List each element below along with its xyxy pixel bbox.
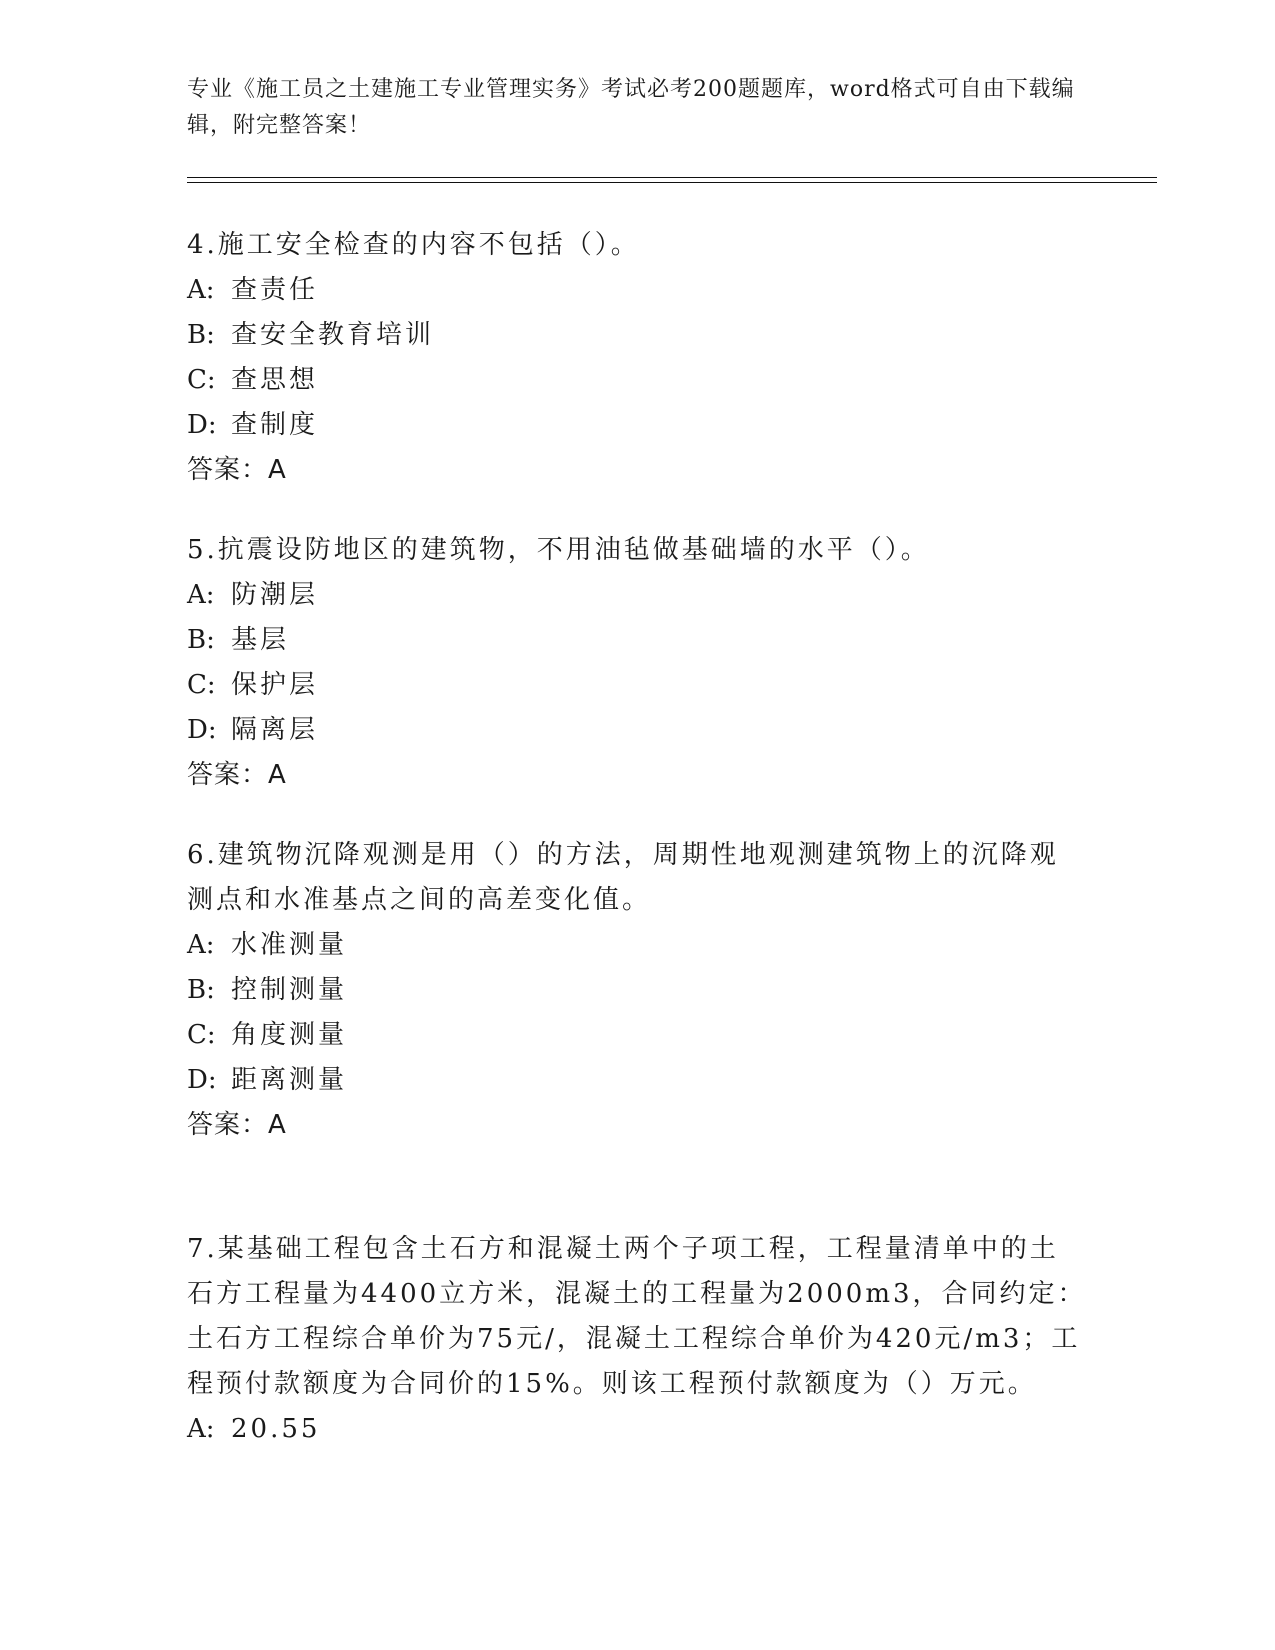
option-a: [187, 1407, 1087, 1452]
option-text: 保护层: [231, 670, 319, 700]
answer-line: 答案：A: [187, 1110, 287, 1140]
option-text: 查安全教育培训: [231, 320, 435, 350]
option-text: 查思想: [231, 365, 319, 395]
option-text: 20.55: [231, 1414, 321, 1444]
answer-line: 答案：A: [187, 455, 287, 485]
option-letter: C:: [187, 365, 216, 395]
option-text: 水准测量: [231, 930, 348, 960]
question-stem: 6.建筑物沉降观测是用（）的方法，周期性地观测建筑物上的沉降观测点和水准基点之间的高差变化值。: [187, 840, 1059, 915]
question-stem: 4.施工安全检查的内容不包括（）。: [187, 230, 640, 260]
option-b: [187, 968, 1087, 1013]
option-d: [187, 403, 1087, 448]
option-letter: C:: [187, 670, 216, 700]
question-stem: 7.某基础工程包含土石方和混凝土两个子项工程，工程量清单中的土石方工程量为4400立方米，混凝土的工程量为2000m3，合同约定：土石方工程综合单价为75元/，混凝土工程综合单价为420元/m3；工程预付款额度为合同价的15%。则该工程预付款额度为（）万元。: [187, 1234, 1087, 1399]
option-text: 控制测量: [231, 975, 348, 1005]
option-c: [187, 358, 1087, 403]
option-letter: C:: [187, 1020, 216, 1050]
option-text: 隔离层: [231, 715, 319, 745]
header-divider-bottom: [187, 182, 1157, 183]
option-letter: A:: [187, 930, 215, 960]
option-text: 防潮层: [231, 580, 319, 610]
question-6: [187, 833, 1087, 1148]
option-letter: A:: [187, 580, 215, 610]
option-text: 角度测量: [231, 1020, 348, 1050]
option-letter: B:: [187, 975, 215, 1005]
option-letter: A:: [187, 275, 215, 305]
option-a: [187, 268, 1087, 313]
option-letter: B:: [187, 625, 215, 655]
option-letter: A:: [187, 1414, 215, 1444]
question-7: [187, 1227, 1087, 1452]
option-a: [187, 923, 1087, 968]
header-divider-top: [187, 177, 1157, 178]
option-b: [187, 618, 1087, 663]
option-d: [187, 708, 1087, 753]
document-page: [187, 0, 1157, 1650]
option-text: 基层: [231, 625, 290, 655]
option-letter: B:: [187, 320, 215, 350]
option-c: [187, 1013, 1087, 1058]
option-text: 查责任: [231, 275, 319, 305]
answer-line: 答案：A: [187, 760, 287, 790]
document-header-text: 专业《施工员之土建施工专业管理实务》考试必考200题题库，word格式可自由下载编辑，附完整答案！: [187, 77, 1075, 138]
question-5: [187, 528, 1087, 798]
question-stem: 5.抗震设防地区的建筑物，不用油毡做基础墙的水平（）。: [187, 535, 930, 565]
option-text: 距离测量: [231, 1065, 348, 1095]
option-letter: D:: [187, 410, 217, 440]
option-letter: D:: [187, 1065, 217, 1095]
option-text: 查制度: [231, 410, 319, 440]
option-a: [187, 573, 1087, 618]
option-c: [187, 663, 1087, 708]
option-letter: D:: [187, 715, 217, 745]
option-d: [187, 1058, 1087, 1103]
question-4: [187, 223, 1087, 493]
option-b: [187, 313, 1087, 358]
